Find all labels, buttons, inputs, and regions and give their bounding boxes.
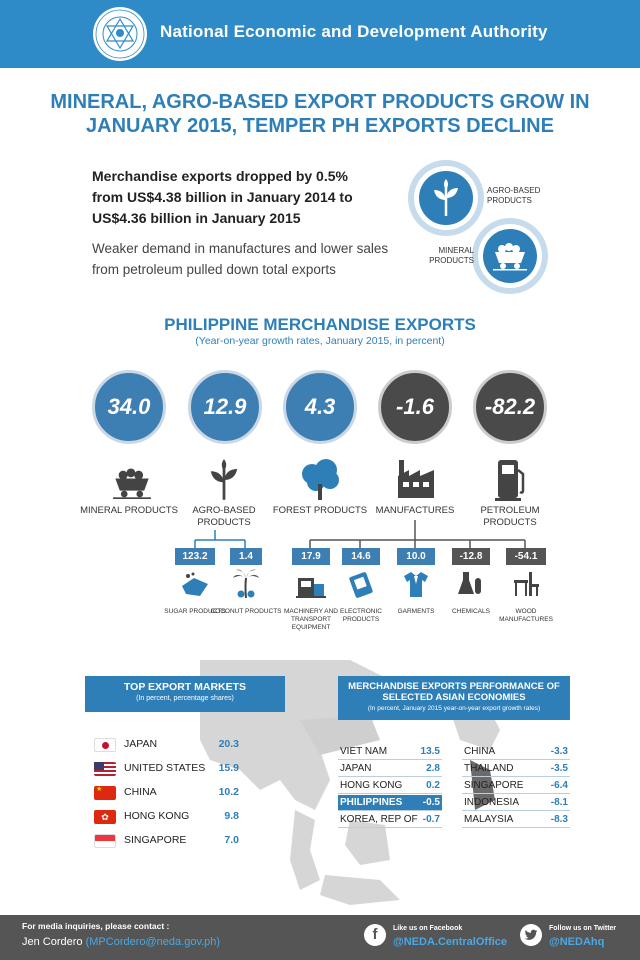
agro-badge-label: AGRO-BASED PRODUCTS [487, 186, 541, 205]
mineral-growth-circle: 34.0 [92, 370, 166, 444]
plant-icon [430, 178, 462, 218]
asian-country: INDONESIA [464, 797, 520, 808]
asian-country: MALAYSIA [464, 814, 514, 825]
asian-country: SINGAPORE [464, 780, 524, 791]
asian-value: 13.5 [420, 746, 440, 757]
asian-value: 2.8 [426, 763, 440, 774]
neda-logo-icon [92, 6, 148, 62]
electronics-label: ELECTRONIC PRODUCTS [340, 608, 382, 623]
forest-growth-circle: 4.3 [283, 370, 357, 444]
intro-detail: Weaker demand in manufactures and lower sales from petroleum pulled down total exports [92, 241, 389, 277]
asian-header [338, 676, 570, 720]
japan-flag-icon [94, 738, 116, 752]
us-flag-icon [94, 762, 116, 776]
asian-country: KOREA, REP OF [340, 814, 418, 825]
wood-label: WOOD MANUFACTURES [499, 608, 553, 623]
asian-row [462, 744, 570, 760]
asian-value: -6.4 [550, 780, 568, 791]
market-country: CHINA [124, 786, 157, 798]
market-row [94, 738, 239, 752]
wood-value: -54.1 [506, 548, 546, 565]
wood-furniture-icon [512, 570, 540, 598]
asian-country: THAILAND [464, 763, 514, 774]
category-label-mineral: MINERAL PRODUCTS [80, 505, 178, 516]
facebook-label: Like us on Facebook [393, 925, 463, 932]
media-contact [22, 936, 220, 948]
twitter-bird-icon [524, 928, 538, 942]
contact-name: Jen Cordero [22, 936, 83, 948]
market-value: 7.0 [224, 834, 239, 846]
chemicals-value: -12.8 [452, 548, 490, 565]
asian-subtitle: (In percent, January 2015 year-on-year export growth rates) [367, 705, 541, 712]
intro-summary: Merchandise exports dropped by 0.5% from US$4.38 billion in January 2014 to US$4.36 billion in January 2015 [92, 168, 353, 226]
mine-cart-icon [492, 243, 528, 271]
market-value: 9.8 [224, 810, 239, 822]
factory-icon [396, 458, 436, 500]
category-label-agro: AGRO-BASED PRODUCTS [192, 505, 256, 528]
agro-growth-circle: 12.9 [188, 370, 262, 444]
markets-subtitle: (In percent, percentage shares) [136, 695, 234, 702]
market-row [94, 786, 239, 800]
asian-country: CHINA [464, 746, 496, 757]
asian-value: -3.5 [550, 763, 568, 774]
asian-row [462, 761, 570, 777]
twitter-icon[interactable] [520, 924, 542, 946]
facebook-handle-link[interactable]: @NEDA.CentralOffice [393, 936, 508, 948]
coconut-value: 1.4 [230, 548, 262, 565]
chemicals-icon [457, 570, 485, 598]
market-row [94, 834, 239, 848]
sugar-value: 123.2 [175, 548, 215, 565]
garment-icon [403, 570, 429, 598]
asian-country: HONG KONG [340, 780, 403, 791]
category-label-forest: FOREST PRODUCTS [272, 505, 368, 516]
market-value: 10.2 [218, 786, 239, 798]
markets-header [85, 676, 285, 712]
coconut-label: COCONUT PRODUCTS [210, 608, 282, 615]
petroleum-growth-circle: -82.2 [473, 370, 547, 444]
asian-value: 0.2 [426, 780, 440, 791]
asian-country: JAPAN [340, 763, 372, 774]
asian-title: MERCHANDISE EXPORTS PERFORMANCE OF SELECTED ASIAN ECONOMIES [348, 681, 560, 703]
garments-label: GARMENTS [397, 608, 435, 615]
asian-value: -8.3 [550, 814, 568, 825]
page-title: MINERAL, AGRO-BASED EXPORT PRODUCTS GROW IN JANUARY 2015, TEMPER PH EXPORTS DECLINE [50, 91, 590, 137]
asian-row [462, 812, 570, 828]
plant-icon [206, 458, 242, 502]
hongkong-flag-icon: ✿ [94, 810, 116, 824]
asian-country: VIET NAM [340, 746, 388, 757]
twitter-handle-link[interactable]: @NEDAhq [549, 936, 605, 948]
asian-row [462, 778, 570, 794]
asian-row [338, 778, 442, 794]
asian-row [338, 812, 442, 828]
market-country: HONG KONG [124, 810, 190, 822]
sugar-icon [180, 572, 210, 598]
section-title: PHILIPPINE MERCHANDISE EXPORTS [164, 315, 476, 334]
china-flag-icon: ★ [94, 786, 116, 800]
chemicals-label: CHEMICALS [452, 608, 490, 615]
electronics-value: 14.6 [342, 548, 380, 565]
twitter-label: Follow us on Twitter [549, 925, 617, 932]
asian-row [338, 761, 442, 777]
market-country: JAPAN [124, 738, 158, 750]
garments-value: 10.0 [397, 548, 435, 565]
org-name: National Economic and Development Authority [160, 22, 548, 41]
market-value: 20.3 [218, 738, 239, 750]
sugar-label: SUGAR PRODUCTS [164, 608, 226, 615]
asian-country: PHILIPPINES [340, 797, 403, 808]
mine-cart-icon [112, 468, 152, 500]
machinery-icon [296, 572, 326, 598]
media-inquiries-label: For media inquiries, please contact : [22, 921, 170, 931]
category-label-petroleum: PETROLEUM PRODUCTS [480, 505, 540, 528]
market-country: SINGAPORE [124, 834, 187, 846]
coconut-icon [232, 568, 260, 598]
asian-row [462, 795, 570, 811]
category-label-manufactures: MANUFACTURES [375, 505, 455, 516]
singapore-flag-icon [94, 834, 116, 848]
fuel-pump-icon [494, 458, 528, 502]
asian-value: -0.7 [422, 814, 440, 825]
markets-title: TOP EXPORT MARKETS [123, 681, 247, 693]
electronics-icon [348, 570, 376, 598]
machinery-value: 17.9 [292, 548, 330, 565]
mineral-badge-label: MINERAL PRODUCTS [429, 246, 474, 265]
manufactures-growth-circle: -1.6 [378, 370, 452, 444]
facebook-icon[interactable]: f [364, 924, 386, 946]
asian-row [338, 744, 442, 760]
market-country: UNITED STATES [124, 762, 206, 774]
market-row [94, 762, 239, 776]
machinery-label: MACHINERY AND TRANSPORT EQUIPMENT [284, 608, 338, 631]
asian-value: -0.5 [422, 797, 440, 808]
asian-row-highlight [338, 795, 442, 811]
section-subtitle: (Year-on-year growth rates, January 2015, in percent) [195, 335, 445, 347]
asian-value: -8.1 [550, 797, 568, 808]
tree-icon [298, 458, 342, 502]
market-row [94, 810, 239, 824]
asian-value: -3.3 [550, 746, 568, 757]
contact-email-link[interactable]: (MPCordero@neda.gov.ph) [85, 936, 221, 948]
market-value: 15.9 [218, 762, 239, 774]
